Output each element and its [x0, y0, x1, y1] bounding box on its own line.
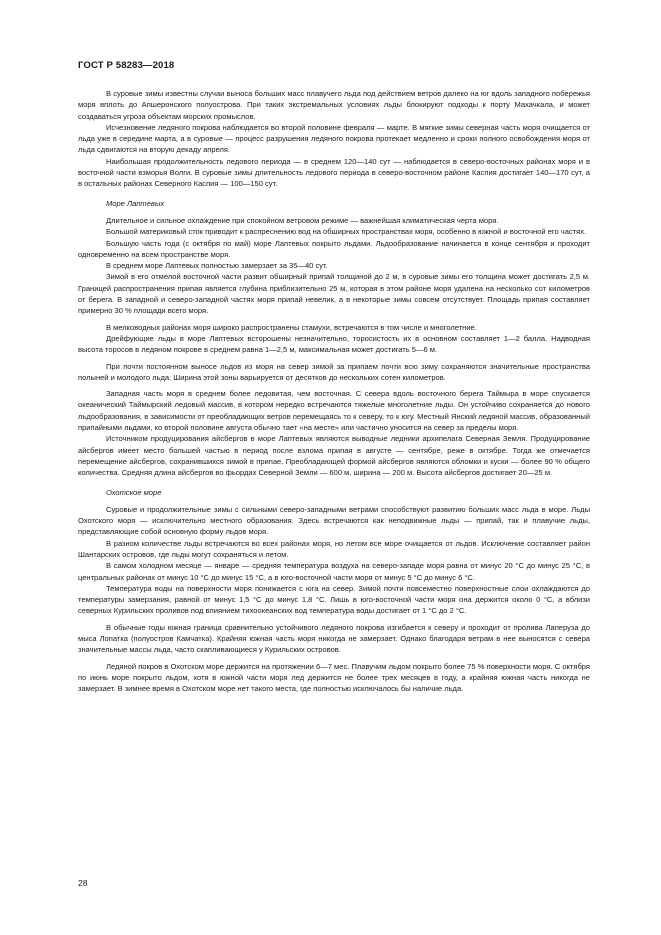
paragraph: Суровые и продолжительные зимы с сильными северо-западными ветрами способствуют развитию больших масс льда в море. Льды Охотского моря — исключительно местного образования. Здесь встречаются как неподвижные льды — припай, так и плавучие льды, представляющие собой основную форму льдов моря.	[78, 504, 590, 537]
paragraph: Дрейфующие льды в море Лаптевых всторошены незначительно, торосистость их в основном составляет 1—2 балла. Надводная высота торосов в ледяном покрове в среднем равна 1—2,5 м, максимальная может достигать 5—6 м.	[78, 333, 590, 355]
paragraph: Западная часть моря в среднем более ледовитая, чем восточная. С севера вдоль восточного берега Таймыра в море спускается океанический Таймырский ледовый массив, в котором нередко встречаются тяжелые многолетние льды. Он устойчиво сохраняется до нового льдообразования, в зависимости от преобладающих ветров перемещаясь то к северу, то к югу. Местный Янский ледяной массив, образованный припайными льдами, ко второй половине августа обычно тает «на месте» или частично уносится на север за пределы моря.	[78, 389, 590, 433]
paragraph: В самом холодном месяце — январе — средняя температура воздуха на северо-западе моря равна от минус 20 °С до минус 25 °С, в центральных районах от минус 10 °С до минус 15 °С, а в юго-восточной части моря от минус 5 °С до минус 6 °С.	[78, 561, 590, 582]
paragraph: При почти постоянном выносе льдов из моря на север зимой за припаем почти всю зиму сохраняются значительные пространства полыней и молодого льда. Ширина этой зоны варьируется от десятков до нескольких сотен километров.	[78, 361, 590, 382]
paragraph: Температура воды на поверхности моря понижается с юга на север. Зимой почти повсеместно поверхностные слои охлаждаются до температуры замерзания, равной от минус 1,5 °С до минус 1,8 °С. Лишь в юго-восточной части моря она держится около 0 °С, а вблизи северных Курильских проливов под влиянием тихоокеанских вод температура воды достигает от 1 °С до 2 °С.	[78, 583, 590, 616]
paragraph: В мелководных районах моря широко распространены стамухи, встречаются в том числе и многолетние.	[106, 322, 477, 332]
paragraph: Длительное и сильное охлаждение при спокойном ветровом режиме — важнейшая климатическая черта моря.	[106, 215, 499, 225]
document-header: ГОСТ Р 58283—2018	[78, 60, 175, 71]
paragraph: Наибольшая продолжительность ледового периода — в среднем 120—140 сут — наблюдается в северо-восточных районах моря и в восточной части взморья Волги. В суровые зимы длительность ледового периода в северо-восточном районе Каспия достигает 140—170 сут, а в остальных районах Северного Каспия — 100—150 сут.	[78, 156, 590, 189]
paragraph: В разном количестве льды встречаются во всех районах моря, но летом все море очищается от льдов. Исключение составляет район Шантарских островов, где льды могут сохраняться и летом.	[78, 538, 590, 559]
paragraph: В обычные годы южная граница сравнительно устойчивого ледяного покрова изгибается к северу и проходит от пролива Лаперуза до мыса Лопатка (полуостров Камчатка). Крайняя южная часть моря никогда не замерзает. Однако благодаря ветрам в нее выносятся с севера значительные массы льда, часто скапливающиеся у Курильских островов.	[78, 622, 590, 655]
page-number: 28	[78, 878, 88, 888]
paragraph: В среднем море Лаптевых полностью замерзает за 35—40 сут.	[106, 261, 328, 271]
paragraph: В суровые зимы известны случаи выноса больших масс плавучего льда под действием ветров далеко на юг вдоль западного побережья моря вплоть до Апшеронского полуострова. При таких экстремальных условиях льды блокируют подходы к порту Махачкала, и может создаваться угроза объектам морских промыслов.	[78, 89, 590, 121]
paragraph: Большой материковый сток приводит к распреснению вод на обширных пространствах моря, особенно в южной и восточной его частях.	[106, 227, 587, 237]
section-heading-okhotsk-sea: Охотское море	[106, 487, 162, 497]
document-body	[78, 88, 590, 695]
paragraph: Ледяной покров в Охотском море держится на протяжении 6—7 мес. Плавучим льдом покрыто более 75 % поверхности моря. С октября по июнь море покрыто льдом, хотя в южной части моря лед держится не более трех месяцев в году, а крайняя южная часть никогда не замерзает. В зимнее время в Охотском море нет такого места, где полностью исключалось бы наличие льда.	[78, 661, 590, 694]
paragraph: Зимой в его отмелой восточной части развит обширный припай толщиной до 2 м, в суровые зимы его толщина может достигать 2,5 м. Границей распространения припая является глубина приблизительно 25 м, которая в этом районе моря удалена на несколько сот километров от берега. В западной и северо-западной частях моря припай невелик, а в некоторые зимы совсем отсутствует. Площадь припая составляет примерно 30 % площади всего моря.	[78, 272, 590, 316]
section-heading-laptev-sea: Море Лаптевых	[106, 198, 165, 208]
paragraph: Источником продуцирования айсбергов в море Лаптевых являются выводные ледники архипелага Северная Земля. Продуцирование айсбергов имеет место большей частью в период после взлома припая в августе — сентябре, реже в октябре. Тогда же отмечается перемещение айсбергов, сохранившихся зимой в припае. Преобладающей формой айсбергов являются обломки и куски — более 90 % общего количества. Средняя длина айсбергов во фьордах Северной Земли — 600 м, ширина — 200 м. Высота айсбергов достигает 20—25 м.	[78, 434, 590, 478]
paragraph: Исчезновение ледяного покрова наблюдается во второй половине февраля — марте. В мягкие зимы северная часть моря очищается от льда уже в середине марта, а в суровые — процесс разрушения ледяного покрова протекает медленно и сроки полного освобождения моря от льда сдвигаются на вторую декаду апреля.	[78, 122, 590, 155]
paragraph: Большую часть года (с октября по май) море Лаптевых покрыто льдами. Льдообразование начинается в конце сентября и проходит одновременно на всем пространстве моря.	[78, 238, 590, 259]
